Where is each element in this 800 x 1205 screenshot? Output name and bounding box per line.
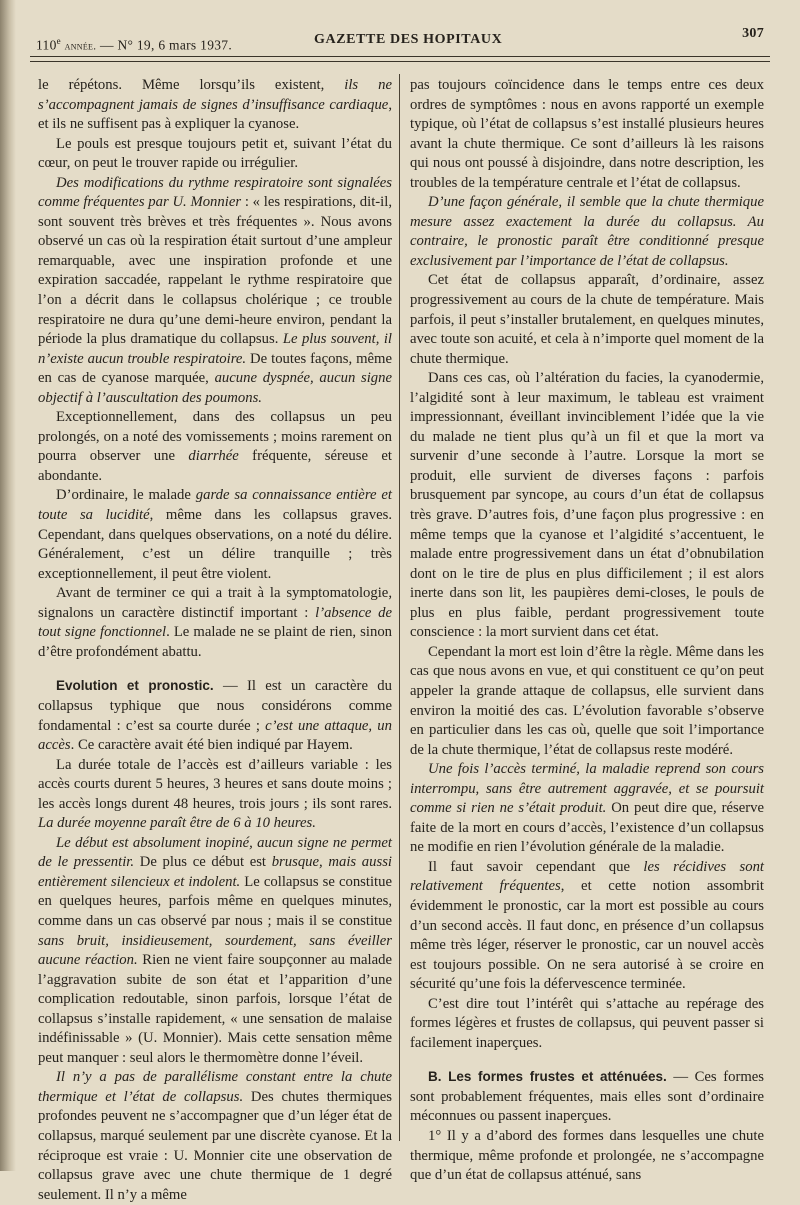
text-run: fréquente, séreuse et abondante. xyxy=(38,448,393,484)
header-rule-thick xyxy=(30,56,770,57)
text-run: . Le malade ne se plaint de rien, sinon d’être profondément abattu. xyxy=(38,624,393,660)
paragraph xyxy=(38,174,392,409)
issue-date: — N° 19, 6 mars 1937. xyxy=(96,37,233,53)
italic-text: c’est une attaque, un accès xyxy=(38,717,392,754)
text-run: pas toujours coïncidence dans le temps entre ces deux ordres de symptômes : nous en avons rapporté un exemple typique, où l’état de collapsus s’est installé plusieurs heures avant la chute thermique. Ce sont d’ailleurs là les raisons qui nous ont poussé à disjoindre, dans notre description, les troubles de la température centrale et l’état de collapsus. xyxy=(410,77,764,191)
paragraph xyxy=(410,271,764,369)
paragraph xyxy=(38,676,392,755)
text-run: Il faut savoir cependant que xyxy=(428,858,644,875)
text-run: Cependant la mort est loin d’être la règle. Même dans les cas que nous avons en vue, et qui constituent ce qu’on peut appeler la grande attaque de collapsus, elle survient dans environ la moitié des cas. L’évolution favorable s’observe en particulier dans les cas où, quelle que soit l’importance de la chute thermique, l’état de collapsus reste modéré. xyxy=(410,643,764,758)
paragraph xyxy=(410,760,764,858)
paragraph xyxy=(410,995,764,1054)
italic-text: Une fois l’accès terminé, la maladie reprend son cours interrompu, sans être autrement aggravée, et se poursuit comme si rien ne s’était produit. xyxy=(410,761,764,817)
text-run: Le collapsus se constitue en quelques heures, parfois même en quelques minutes, comme dans un cas observé par nous ; mais il se constitue xyxy=(38,873,392,929)
left-column xyxy=(38,76,392,1205)
right-column xyxy=(410,76,764,1186)
italic-text: Le début est absolument inopiné, aucun signe ne permet de le pressentir. xyxy=(38,834,392,871)
text-run: Des chutes thermiques profondes peuvent ne s’accompagner que d’un léger état de collapsus, marqué seulement par une discrète cyanose. Et la réciproque est vraie : U. Monnier cite une observation de collapsus grave avec une chute thermique de 1 degré seulement. Il n’y a même xyxy=(38,1088,392,1203)
text-run: D’ordinaire, le malade xyxy=(56,487,196,504)
text-run: . Ce caractère avait été bien indiqué par Hayem. xyxy=(70,737,353,754)
journal-title: GAZETTE DES HOPITAUX xyxy=(314,32,503,47)
paragraph xyxy=(38,135,392,174)
text-run: : « les respirations, dit-il, sont souvent très brèves et très fréquentes ». Nous avons observé un cas où la respiration était surtout d’une ampleur remarquable, avec une inspiration profonde et une expiration saccadée, rappelant le rythme respiratoire que l’on a décrit dans le collapsus cholérique ; ce trouble respiratoire ne dura qu’une demi-heure environ, pendant la période la plus dramatique du collapsus. xyxy=(38,194,392,348)
paragraph xyxy=(38,584,392,662)
text-run: 1° Il y a d’abord des formes dans lesquelles une chute thermique, même profonde et prolongée, ne s’accompagne que d’un état de collapsus atténué, sans xyxy=(410,1127,764,1184)
text-run: , et cette notion assombrit évidemment le pronostic, car la mort est possible au cours d’un second accès. Il faut donc, en présence d’un collapsus même très léger, réserver le pronostic, car un nouvel accès est toujours possible. On ne sera autorisé à se croire en sécurité qu’une fois la défervescence terminée. xyxy=(410,878,764,993)
italic-text: sans bruit, insidieusement, sourdement, sans éveiller aucune réaction. xyxy=(38,932,392,969)
italic-text: les récidives sont relativement fréquentes xyxy=(410,858,764,895)
italic-text: l’absence de tout signe fonctionnel xyxy=(38,604,393,641)
paragraph xyxy=(410,1067,764,1127)
text-run: Cet état de collapsus apparaît, d’ordinaire, assez progressivement au cours de la chute de température. Mais parfois, il peut s’installer brutalement, en quelques minutes, avec toute son acuité, et cela à n’importe quel moment de la chute thermique. xyxy=(410,272,764,367)
year-word: année. xyxy=(64,40,97,53)
italic-text: diarrhée xyxy=(188,448,239,465)
italic-text: brusque, mais aussi entièrement silencieux et indolent. xyxy=(38,854,392,890)
paragraph xyxy=(38,1068,392,1205)
column-divider xyxy=(399,74,400,1141)
italic-text: Il n’y a pas de parallélisme constant entre la chute thermique et l’état de collapsus. xyxy=(38,1069,392,1105)
text-run: Le pouls est presque toujours petit et, suivant l’état du cœur, on peut le trouver rapide ou irrégulier. xyxy=(38,135,392,172)
paragraph xyxy=(38,408,392,486)
italic-text: ils ne s’accompagnent jamais de signes d’insuffisance cardiaque xyxy=(38,77,392,113)
text-run: On peut dire que, réserve faite de la mort en cours d’accès, l’existence d’un collapsus ne modifie en rien l’évolution générale de la maladie. xyxy=(410,800,764,856)
section-heading: Evolution et pronostic. xyxy=(56,678,214,694)
italic-text: aucune dyspnée, aucun signe objectif à l’auscultation des poumons. xyxy=(38,370,392,406)
running-header xyxy=(36,26,768,60)
text-run: , même dans les collapsus graves. Cependant, dans quelques observations, on a noté du délire. Généralement, c’est un délire tranquille ; très exceptionnellement, il peut être violent. xyxy=(38,507,392,582)
text-run: De toutes façons, même en cas de cyanose marquée, xyxy=(38,350,393,387)
paragraph xyxy=(410,1127,764,1186)
text-run: Avant de terminer ce qui a trait à la symptomatologie, signalons un caractère distinctif important : xyxy=(38,585,392,621)
section-heading: B. Les formes frustes et atténuées. xyxy=(428,1069,667,1085)
paragraph xyxy=(410,643,764,760)
issue-info xyxy=(36,36,232,54)
text-run: — Ces formes sont probablement fréquentes, mais elles sont d’ordinaire méconnues ou passent inaperçues. xyxy=(410,1069,764,1125)
paragraph xyxy=(410,858,764,995)
text-run: C’est dire tout l’intérêt qui s’attache au repérage des formes légères et frustes de collapsus, qui peuvent passer si facilement inaperçues. xyxy=(410,995,764,1051)
italic-text: garde sa connaissance entière et toute sa lucidité xyxy=(38,487,392,524)
text-run: Rien ne vient faire soupçonner au malade l’aggravation subite de son état et l’apparition d’une complication redoutable, sinon parfois, lorsque l’état de collapsus s’installe rapidement, « une sensation de malaise indéfinissable » (U. Monnier). Mais cette sensation même peut manquer : seul alors le thermomètre donne l’éveil. xyxy=(38,952,392,1066)
paragraph xyxy=(410,193,764,271)
header-rule-thin xyxy=(30,61,770,62)
text-run: Dans ces cas, où l’altération du facies, la cyanodermie, l’algidité sont à leur maximum, le tableau est vraiment impressionnant, éveillant invinciblement l’idée que la vie du malade ne tient plus qu’à un fil et que la mort va survenir d’une seconde à l’autre. Lorsque la mort se produit, elle survient de diverses façons : parfois brusquement par syncope, au cours d’un état de collapsus très grave. D’autres fois, d’une façon plus progressive : en même temps que la cyanose et l’algidité s’accentuent, le malade entre progressivement dans un état d’obnubilation dont on le tire de plus en plus difficilement ; il est alors inerte dans son lit, les paupières demi-closes, le pouls de plus en plus faible, perdant progressivement toute conscience : la mort survient dans cet état. xyxy=(410,370,764,641)
binding-edge xyxy=(0,0,16,1171)
paragraph xyxy=(38,76,392,135)
text-run: , et ils ne suffisent pas à expliquer la cyanose. xyxy=(38,96,392,133)
text-run: le répétons. Même lorsqu’ils existent, xyxy=(38,77,345,93)
page-number: 307 xyxy=(742,26,764,41)
year-superscript: e xyxy=(56,36,61,46)
year-number: 110 xyxy=(36,37,57,53)
text-run: — Il est un caractère du collapsus typhique que nous considérons comme fondamental : c’est sa courte durée ; xyxy=(38,678,392,734)
paragraph xyxy=(38,834,392,1069)
paragraph xyxy=(38,486,392,584)
italic-text: D’une façon générale, il semble que la chute thermique mesure assez exactement la durée du collapsus. Au contraire, le pronostic paraît être conditionné presque exclusivement par l’importance de l’état de collapsus. xyxy=(410,194,764,269)
paragraph xyxy=(410,76,764,193)
text-run: Exceptionnellement, dans des collapsus un peu prolongés, on a noté des vomissements ; moins rarement on pourra observer une xyxy=(38,409,392,465)
paragraph xyxy=(38,756,392,834)
italic-text: Des modifications du rythme respiratoire sont signalées comme fréquentes par U. Monnier xyxy=(38,174,392,211)
text-run: La durée totale de l’accès est d’ailleurs variable : les accès courts durent 5 heures, 3 heures et sans doute moins ; les accès longs durent 48 heures, trois jours ; ils sont rares. xyxy=(38,756,392,812)
paragraph xyxy=(410,369,764,643)
italic-text: La durée moyenne paraît être de 6 à 10 heures. xyxy=(38,815,316,832)
italic-text: Le plus souvent, il n’existe aucun trouble respiratoire. xyxy=(38,331,393,367)
text-run: De plus ce début est xyxy=(134,854,272,871)
